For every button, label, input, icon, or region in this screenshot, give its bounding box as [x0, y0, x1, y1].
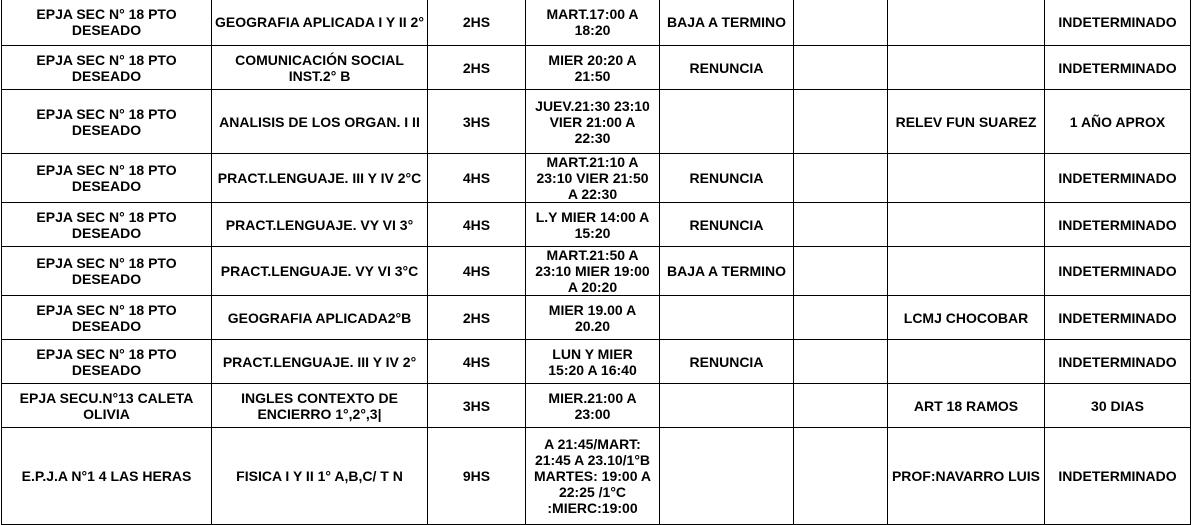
empty-cell	[794, 428, 888, 525]
subject-cell: GEOGRAFIA APLICADA2°B	[212, 296, 428, 340]
subject-cell: PRACT.LENGUAJE. III Y IV 2°	[212, 340, 428, 384]
empty-cell	[794, 154, 888, 203]
status-cell: BAJA A TERMINO	[660, 0, 794, 46]
schedule-cell: L.Y MIER 14:00 A 15:20	[526, 203, 660, 247]
status-cell: RENUNCIA	[660, 340, 794, 384]
hours-cell: 3HS	[428, 384, 526, 428]
subject-cell: COMUNICACIÓN SOCIAL INST.2° B	[212, 46, 428, 90]
table-row	[2, 46, 1191, 90]
subject-cell: GEOGRAFIA APLICADA I Y II 2°	[212, 0, 428, 46]
schedule-cell: MIER 19.00 A 20.20	[526, 296, 660, 340]
schedule-cell: LUN Y MIER 15:20 A 16:40	[526, 340, 660, 384]
school-cell: E.P.J.A N°1 4 LAS HERAS	[2, 428, 212, 525]
duration-cell: INDETERMINADO	[1045, 340, 1191, 384]
duration-cell: INDETERMINADO	[1045, 247, 1191, 296]
empty-cell	[794, 384, 888, 428]
subject-cell: PRACT.LENGUAJE. VY VI 3°	[212, 203, 428, 247]
replacement-cell	[888, 247, 1045, 296]
school-cell: EPJA SEC N° 18 PTO DESEADO	[2, 340, 212, 384]
status-cell: RENUNCIA	[660, 203, 794, 247]
empty-cell	[794, 46, 888, 90]
status-cell: BAJA A TERMINO	[660, 247, 794, 296]
hours-cell: 4HS	[428, 154, 526, 203]
subject-cell: PRACT.LENGUAJE. III Y IV 2°C	[212, 154, 428, 203]
replacement-cell: PROF:NAVARRO LUIS	[888, 428, 1045, 525]
replacement-cell	[888, 46, 1045, 90]
empty-cell	[794, 0, 888, 46]
duration-cell: INDETERMINADO	[1045, 0, 1191, 46]
status-cell: RENUNCIA	[660, 154, 794, 203]
duration-cell: INDETERMINADO	[1045, 154, 1191, 203]
replacement-cell	[888, 203, 1045, 247]
hours-cell: 4HS	[428, 203, 526, 247]
replacement-cell	[888, 0, 1045, 46]
school-cell: EPJA SEC N° 18 PTO DESEADO	[2, 154, 212, 203]
empty-cell	[794, 90, 888, 154]
replacement-cell: ART 18 RAMOS	[888, 384, 1045, 428]
status-cell	[660, 90, 794, 154]
hours-cell: 9HS	[428, 428, 526, 525]
table-row	[2, 203, 1191, 247]
replacement-cell	[888, 154, 1045, 203]
school-cell: EPJA SEC N° 18 PTO DESEADO	[2, 247, 212, 296]
schedule-cell: MART.17:00 A 18:20	[526, 0, 660, 46]
table-row	[2, 384, 1191, 428]
duration-cell: 30 DIAS	[1045, 384, 1191, 428]
hours-cell: 2HS	[428, 0, 526, 46]
school-cell: EPJA SECU.N°13 CALETA OLIVIA	[2, 384, 212, 428]
replacement-cell: RELEV FUN SUAREZ	[888, 90, 1045, 154]
duration-cell: INDETERMINADO	[1045, 203, 1191, 247]
school-cell: EPJA SEC N° 18 PTO DESEADO	[2, 90, 212, 154]
schedule-cell: MART.21:10 A 23:10 VIER 21:50 A 22:30	[526, 154, 660, 203]
subject-cell: ANALISIS DE LOS ORGAN. I II	[212, 90, 428, 154]
status-cell	[660, 384, 794, 428]
status-cell	[660, 296, 794, 340]
school-cell: EPJA SEC N° 18 PTO DESEADO	[2, 296, 212, 340]
subject-cell: INGLES CONTEXTO DE ENCIERRO 1°,2°,3|	[212, 384, 428, 428]
hours-cell: 3HS	[428, 90, 526, 154]
empty-cell	[794, 296, 888, 340]
hours-cell: 2HS	[428, 296, 526, 340]
school-cell: EPJA SEC N° 18 PTO DESEADO	[2, 0, 212, 46]
table-row	[2, 90, 1191, 154]
table-row	[2, 247, 1191, 296]
subject-cell: PRACT.LENGUAJE. VY VI 3°C	[212, 247, 428, 296]
duration-cell: INDETERMINADO	[1045, 296, 1191, 340]
hours-cell: 2HS	[428, 46, 526, 90]
empty-cell	[794, 340, 888, 384]
school-cell: EPJA SEC N° 18 PTO DESEADO	[2, 46, 212, 90]
school-cell: EPJA SEC N° 18 PTO DESEADO	[2, 203, 212, 247]
schedule-cell: A 21:45/MART: 21:45 A 23.10/1°B MARTES: 19:00 A 22:25 /1°C :MIERC:19:00	[526, 428, 660, 525]
table-row	[2, 0, 1191, 46]
subject-cell: FISICA I Y II 1° A,B,C/ T N	[212, 428, 428, 525]
table-row	[2, 154, 1191, 203]
schedule-cell: JUEV.21:30 23:10 VIER 21:00 A 22:30	[526, 90, 660, 154]
status-cell	[660, 428, 794, 525]
empty-cell	[794, 203, 888, 247]
status-cell: RENUNCIA	[660, 46, 794, 90]
hours-cell: 4HS	[428, 340, 526, 384]
duration-cell: 1 AÑO APROX	[1045, 90, 1191, 154]
duration-cell: INDETERMINADO	[1045, 428, 1191, 525]
schedule-cell: MIER.21:00 A 23:00	[526, 384, 660, 428]
vacancy-table	[1, 0, 1191, 525]
table-row	[2, 428, 1191, 525]
replacement-cell	[888, 340, 1045, 384]
empty-cell	[794, 247, 888, 296]
table-row	[2, 296, 1191, 340]
replacement-cell: LCMJ CHOCOBAR	[888, 296, 1045, 340]
schedule-cell: MIER 20:20 A 21:50	[526, 46, 660, 90]
schedule-cell: MART.21:50 A 23:10 MIER 19:00 A 20:20	[526, 247, 660, 296]
hours-cell: 4HS	[428, 247, 526, 296]
table-row	[2, 340, 1191, 384]
duration-cell: INDETERMINADO	[1045, 46, 1191, 90]
